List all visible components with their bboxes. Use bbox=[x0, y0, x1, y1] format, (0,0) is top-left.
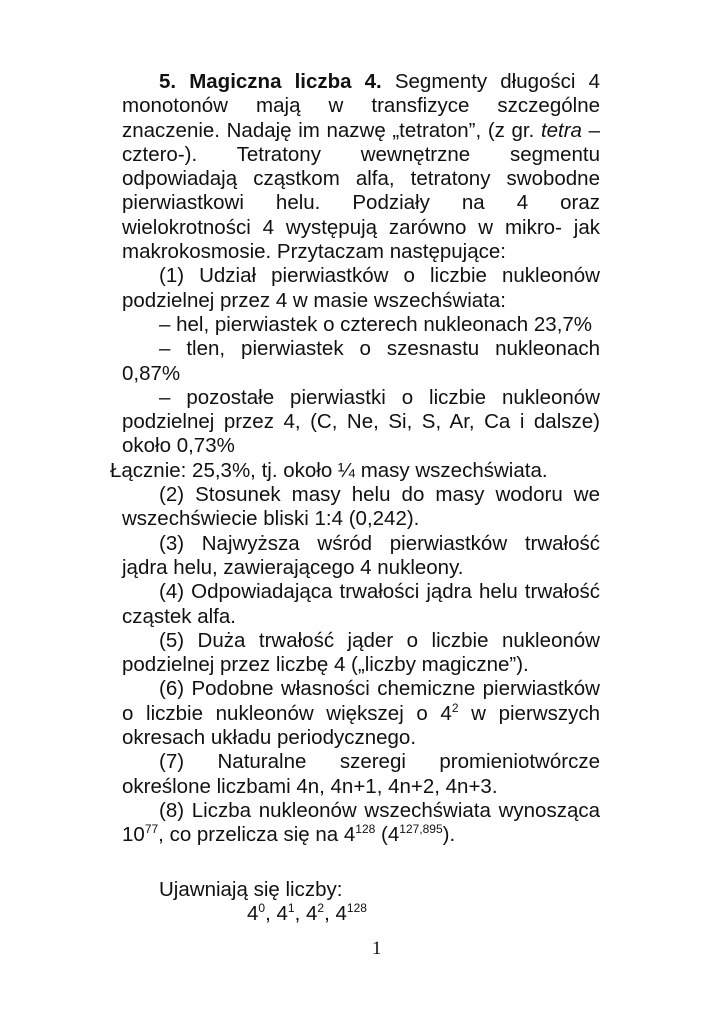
total-line: Łącznie: 25,3%, tj. około ¼ masy wszechświata. bbox=[110, 458, 548, 482]
formula-exponent-2: 1 bbox=[287, 900, 295, 915]
intro-text-b: – cztero-). Tetratony wewnętrzne segmentu odpowiadają cząstkom alfa, tetratony swobodne pierwiastkowi helu. Podziały na 4 oraz wielokrotności 4 występują zarówno w mikro- jak makrokosmosie. Przytaczam następujące: bbox=[122, 118, 600, 264]
powers-formula bbox=[122, 902, 600, 926]
item-6-text-b: w pierwszych okresach układu periodycznego. bbox=[122, 701, 600, 750]
item-8-superscript-1: 77 bbox=[144, 822, 159, 837]
item-8-text-c: (4 bbox=[375, 823, 400, 847]
item-6-text-a: (6) Podobne własności chemiczne pierwiastków o liczbie nukleonów większej o 4 bbox=[122, 677, 600, 725]
section-paragraph bbox=[122, 70, 600, 264]
item-8-superscript-3: 127,895 bbox=[399, 822, 443, 837]
list-item-3: (3) Najwyższa wśród pierwiastków trwałość jądra helu, zawierającego 4 nukleony. bbox=[122, 531, 600, 579]
item-8-superscript-2: 128 bbox=[355, 822, 376, 837]
list-item-4: (4) Odpowiadająca trwałości jądra helu trwałość cząstek alfa. bbox=[122, 580, 600, 628]
intro-text-a: Segmenty długości 4 monotonów mają w transfizyce szczególne znaczenie. Nadaję im nazwę „tetraton”, (z gr. bbox=[122, 70, 600, 142]
list-subitem-helium: – hel, pierwiastek o czterech nukleonach 23,7% bbox=[159, 312, 593, 336]
conclusion-label: Ujawniają się liczby: bbox=[159, 877, 343, 901]
list-item-8 bbox=[122, 799, 600, 848]
formula-exponent-3: 2 bbox=[317, 900, 325, 915]
formula-separator-2: , bbox=[294, 901, 306, 925]
formula-exponent-1: 0 bbox=[258, 900, 266, 915]
formula-separator-1: , bbox=[265, 901, 277, 925]
list-item-1: (1) Udział pierwiastków o liczbie nukleonów podzielnej przez 4 w masie wszechświata: bbox=[122, 264, 600, 312]
section-heading: 5. Magiczna liczba 4. bbox=[159, 70, 382, 93]
page-number: 1 bbox=[372, 938, 382, 959]
intro-italic-term: tetra bbox=[540, 118, 582, 142]
list-subitem-oxygen: – tlen, pierwiastek o szesnastu nukleonach 0,87% bbox=[122, 337, 600, 385]
formula-base-3: 4 bbox=[306, 901, 318, 925]
formula-base-4: 4 bbox=[335, 901, 347, 925]
item-8-text-a: (8) Liczba nukleonów wszechświata wynosząca 10 bbox=[122, 798, 600, 847]
list-subitem-other-elements: – pozostałe pierwiastki o liczbie nukleonów podzielnej przez 4, (C, Ne, Si, S, Ar, Ca i dalsze) około 0,73% bbox=[122, 385, 600, 458]
spacer bbox=[122, 848, 600, 878]
document-body bbox=[110, 70, 600, 926]
list-item-2: (2) Stosunek masy helu do masy wodoru we wszechświecie bliski 1:4 (0,242). bbox=[122, 483, 600, 531]
list-item-7: (7) Naturalne szeregi promieniotwórcze określone liczbami 4n, 4n+1, 4n+2, 4n+3. bbox=[122, 750, 600, 798]
formula-base-1: 4 bbox=[247, 901, 259, 925]
formula-separator-3: , bbox=[324, 901, 336, 925]
item-8-text-d: ). bbox=[442, 823, 456, 847]
item-8-text-b: , co przelicza się na 4 bbox=[158, 823, 356, 847]
item-6-superscript: 2 bbox=[451, 700, 459, 715]
list-item-5: (5) Duża trwałość jąder o liczbie nukleonów podzielnej przez liczbę 4 („liczby magiczne”). bbox=[122, 628, 600, 677]
list-item-6 bbox=[122, 677, 600, 750]
formula-exponent-4: 128 bbox=[346, 900, 367, 915]
formula-base-2: 4 bbox=[276, 901, 288, 925]
